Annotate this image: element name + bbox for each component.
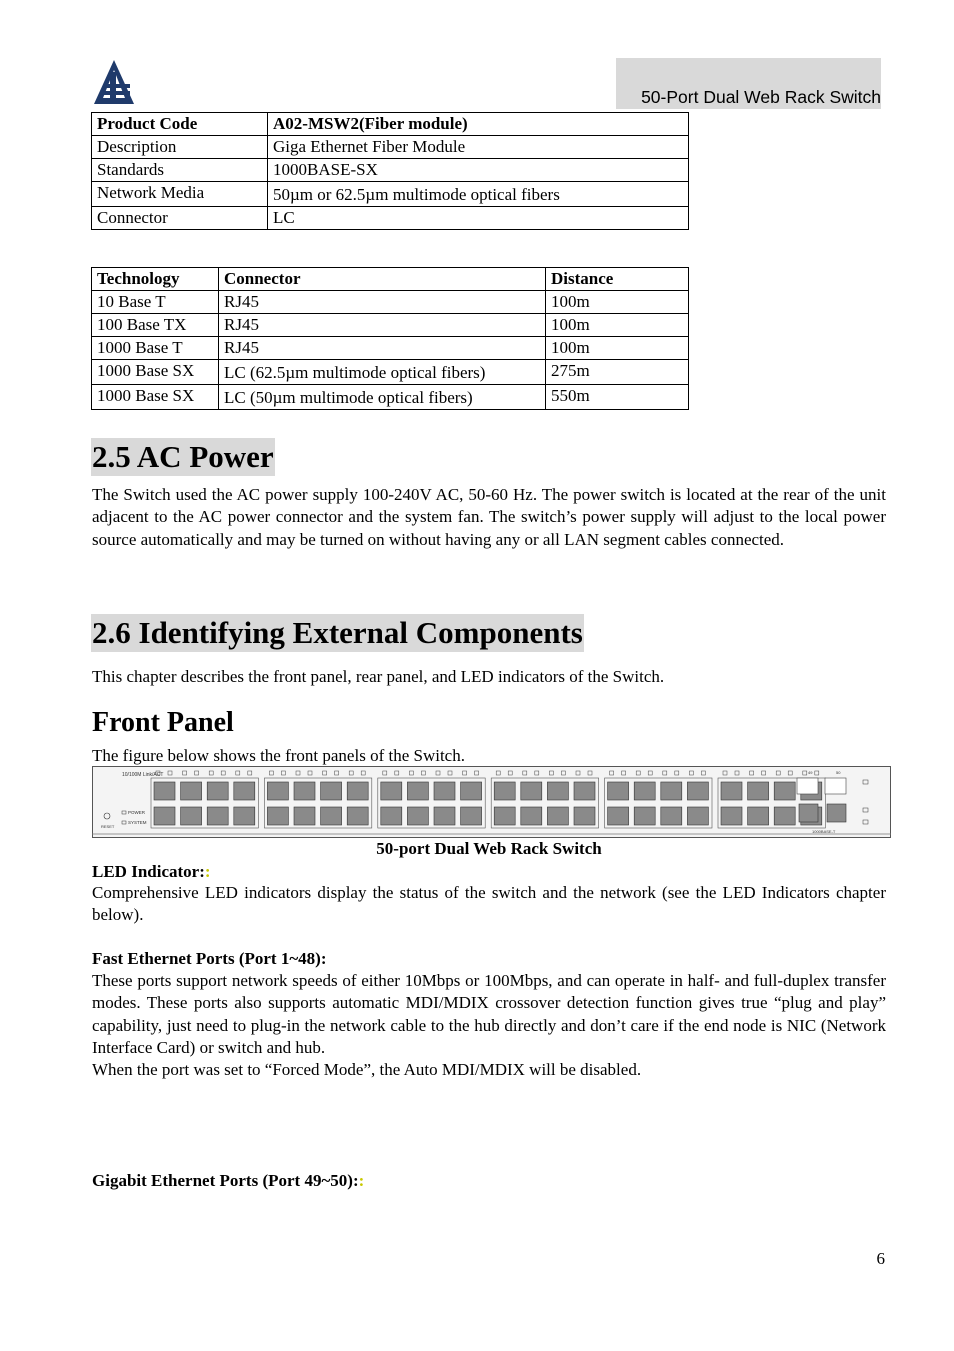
external-components-paragraph: This chapter describes the front panel, rear panel, and LED indicators of the Switch. [92,667,665,686]
rj45-port[interactable] [381,807,402,825]
table-cell: 50µm or 62.5µm multimode optical fibers [268,182,689,207]
rj45-port[interactable] [407,782,428,800]
column-header: Connector [219,268,546,291]
table-cell: RJ45 [219,337,546,360]
table-cell: 550m [546,385,689,410]
sfp-slot-49[interactable] [797,778,818,794]
table-row [92,159,689,182]
rj45-port[interactable] [434,807,455,825]
rj45-port[interactable] [461,782,482,800]
rj45-port[interactable] [634,782,655,800]
column-header: Technology [92,268,219,291]
rj45-port[interactable] [267,807,288,825]
rj45-port[interactable] [608,782,629,800]
rj45-port[interactable] [294,782,315,800]
table-cell: LC (50µm multimode optical fibers) [219,385,546,410]
rj45-port[interactable] [608,807,629,825]
rj45-port[interactable] [234,807,255,825]
figure-caption: 50-port Dual Web Rack Switch [376,839,602,858]
table-cell: 100 Base TX [92,314,219,337]
rj45-port[interactable] [181,782,202,800]
rj45-port[interactable] [521,782,542,800]
table-cell: Standards [92,159,268,182]
fiber-module-table [91,112,689,230]
port-50-label: 50 [836,770,841,775]
rj45-port[interactable] [634,807,655,825]
table-cell: 1000BASE-SX [268,159,689,182]
table-cell: Connector [92,207,268,230]
led-indicator-paragraph: Comprehensive LED indicators display the status of the switch and the network (see the LED Indicators chapter below). [92,883,886,925]
table-row [92,385,689,410]
table-cell: 1000 Base T [92,337,219,360]
rj45-port-50[interactable] [827,804,846,822]
fast-ethernet-paragraph: These ports support network speeds of either 10Mbps or 100Mbps, and can operate in half- and full-duplex transfer modes. These ports also supports automatic MDI/MDIX crossover detection function gives true “plug and play” capability, just need to plug-in the network cable to the hub directly and don’t care if the end node is NIC (Network Interface Card) or switch and hub. [92,971,886,1057]
front-panel-intro: The figure below shows the front panels of the Switch. [92,746,465,765]
table-cell: LC [268,207,689,230]
sfp-slot-50[interactable] [825,778,846,794]
rj45-port[interactable] [494,782,515,800]
table-cell: LC (62.5µm multimode optical fibers) [219,360,546,385]
rj45-port[interactable] [687,782,708,800]
rj45-port[interactable] [154,782,175,800]
rj45-port[interactable] [547,782,568,800]
section-heading-external-components: 2.6 Identifying External Components [92,615,583,650]
rj45-port-49[interactable] [799,804,818,822]
page-header [616,58,881,109]
rj45-port[interactable] [347,807,368,825]
rj45-port[interactable] [574,782,595,800]
fast-ethernet-title: Fast Ethernet Ports (Port 1~48): [92,949,327,968]
table-cell: Description [92,136,268,159]
reset-label: RESET [101,824,115,829]
rj45-port[interactable] [321,782,342,800]
table-cell: 100m [546,337,689,360]
table-cell: 275m [546,360,689,385]
led-indicator-title: LED Indicator:: [92,862,211,881]
port-49-label: 49 [808,770,813,775]
table-row [92,291,689,314]
rj45-port[interactable] [494,807,515,825]
table-cell: 10 Base T [92,291,219,314]
rj45-port[interactable] [434,782,455,800]
column-header: Distance [546,268,689,291]
fast-ethernet-paragraph-2: When the port was set to “Forced Mode”, the Auto MDI/MDIX will be disabled. [92,1060,642,1079]
page-number: 6 [876,1249,885,1268]
table-row [92,136,689,159]
company-logo [92,58,136,106]
table-cell: Network Media [92,182,268,207]
table-row [92,314,689,337]
rj45-port[interactable] [154,807,175,825]
rj45-port[interactable] [547,807,568,825]
rj45-port[interactable] [267,782,288,800]
rj45-port[interactable] [461,807,482,825]
rj45-port[interactable] [207,807,228,825]
rj45-port[interactable] [294,807,315,825]
table-cell: 1000 Base SX [92,360,219,385]
gigabit-ethernet-title: Gigabit Ethernet Ports (Port 49~50):: [92,1171,365,1190]
speed-label: 10/100M Link/ACT [122,772,164,778]
rj45-port[interactable] [661,807,682,825]
table-row [92,113,689,136]
table-cell: Giga Ethernet Fiber Module [268,136,689,159]
led-indicator-title-text: LED Indicator: [92,862,205,881]
table-cell: RJ45 [219,314,546,337]
rj45-port[interactable] [181,807,202,825]
table-row [92,337,689,360]
rj45-port[interactable] [721,807,742,825]
rj45-port[interactable] [774,807,795,825]
rj45-port[interactable] [381,782,402,800]
rj45-port[interactable] [774,782,795,800]
gigabit-label: 1000BASE-T [812,829,836,834]
rj45-port[interactable] [687,807,708,825]
technology-table [91,267,689,410]
rj45-port[interactable] [347,782,368,800]
table-row [92,182,689,207]
table-row [92,360,689,385]
gigabit-ethernet-title-text: Gigabit Ethernet Ports (Port 49~50): [92,1171,359,1190]
table-row [92,207,689,230]
rj45-port[interactable] [721,782,742,800]
table-header-row [92,268,689,291]
header-title: 50-Port Dual Web Rack Switch [641,87,881,107]
rj45-port[interactable] [407,807,428,825]
table-cell: RJ45 [219,291,546,314]
rj45-port[interactable] [234,782,255,800]
table-cell: Product Code [92,113,268,136]
ac-power-paragraph: The Switch used the AC power supply 100-240V AC, 50-60 Hz. The power switch is located at the rear of the unit adjacent to the AC power connector and the system fan. The switch’s power supply will adjust to the local power source automatically and may be turned on without having any or all LAN segment cables connected. [92,485,886,549]
rj45-port[interactable] [748,807,769,825]
table-cell: 100m [546,314,689,337]
rj45-port[interactable] [748,782,769,800]
front-panel-figure [92,766,891,838]
table-cell: 1000 Base SX [92,385,219,410]
table-cell: 100m [546,291,689,314]
system-label: SYSTEM [128,820,147,825]
power-label: POWER [128,810,146,815]
table-cell: A02-MSW2(Fiber module) [268,113,689,136]
rj45-port[interactable] [521,807,542,825]
section-heading-ac-power: 2.5 AC Power [92,439,274,474]
rj45-port[interactable] [574,807,595,825]
front-panel-heading: Front Panel [92,707,234,738]
rj45-port[interactable] [207,782,228,800]
rj45-port[interactable] [661,782,682,800]
rj45-port[interactable] [321,807,342,825]
